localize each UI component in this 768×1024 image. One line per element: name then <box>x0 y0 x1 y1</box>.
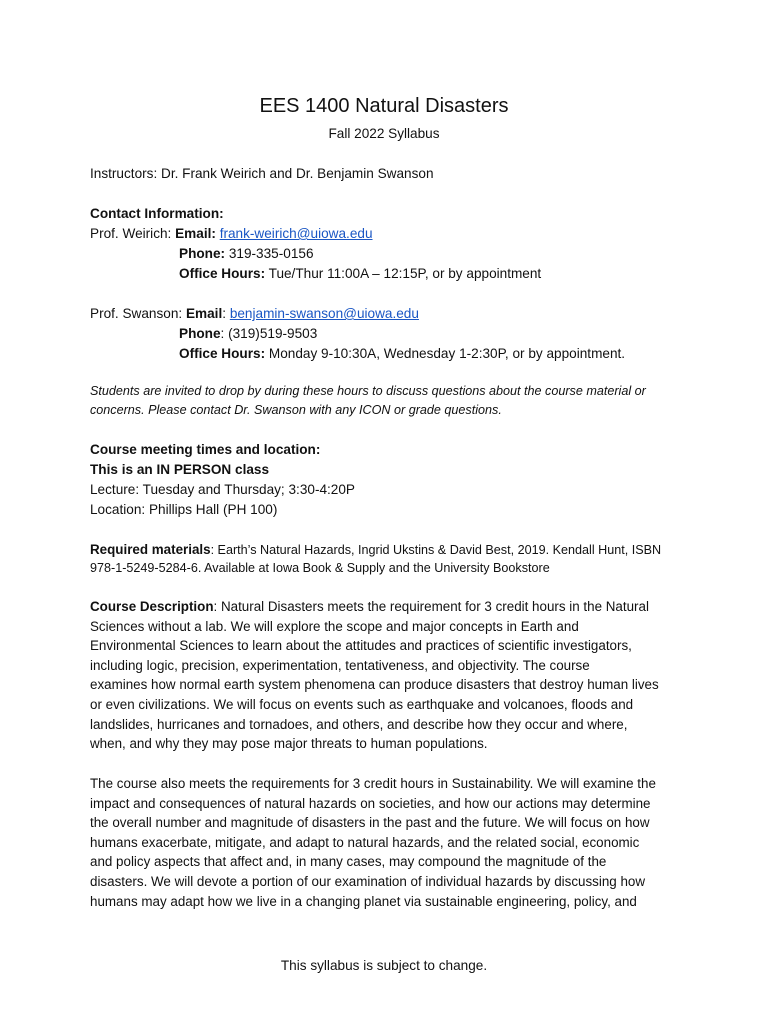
sustainability-line: and policy aspects that affect and, in many cases, may compound the magnitude of the <box>90 854 607 870</box>
sustainability-line: impact and consequences of natural hazards on societies, and how our actions may determine <box>90 795 651 811</box>
meeting-heading: Course meeting times and location: <box>90 442 321 457</box>
weirich-email-label: Email: <box>175 226 216 241</box>
instructors-section <box>90 164 690 184</box>
swanson-hours-line <box>90 344 690 364</box>
sustainability-line: The course also meets the requirements for 3 credit hours in Sustainability. We will examine the <box>90 776 656 791</box>
description-line: when, and why they may pose major threats to human populations. <box>90 736 488 752</box>
note-line-1: Students are invited to drop by during these hours to discuss questions about the course material or <box>90 384 646 398</box>
swanson-phone-line <box>90 324 690 344</box>
description-line: or even civilizations. We will focus on events such as earthquake and volcanoes, floods and <box>90 696 634 712</box>
sustainability-line: the overall number and magnitude of disasters in the past and the future. We will focus on how <box>90 815 650 831</box>
sustainability-line: humans may adapt how we live in a changing planet via sustainable engineering, policy, and <box>90 893 637 909</box>
weirich-phone-label: Phone: <box>179 246 226 261</box>
instructors-line: Instructors: Dr. Frank Weirich and Dr. Benjamin Swanson <box>90 166 434 181</box>
swanson-hours-label: Office Hours: <box>179 346 266 361</box>
page-footer: This syllabus is subject to change. <box>280 958 488 973</box>
office-hours-note <box>90 382 690 420</box>
materials-section <box>90 540 690 578</box>
note-line-2: concerns. Please contact Dr. Swanson with any ICON or grade questions. <box>90 403 502 417</box>
description-line: Sciences without a lab. We will explore the scope and major concepts in Earth and <box>90 618 579 634</box>
swanson-email-colon: : <box>222 306 230 321</box>
description-line: Course Description: Natural Disasters meets the requirement for 3 credit hours in the Natural <box>90 599 649 614</box>
page-title: EES 1400 Natural Disasters <box>259 95 509 117</box>
weirich-hours-label: Office Hours: <box>179 266 266 281</box>
swanson-prefix: Prof. Swanson: <box>90 306 186 321</box>
contact-section <box>90 204 690 284</box>
contact-heading: Contact Information: <box>90 206 224 221</box>
lecture-times: Lecture: Tuesday and Thursday; 3:30-4:20P <box>90 482 355 497</box>
weirich-phone: 319-335-0156 <box>225 246 314 261</box>
description-line: examines how normal earth system phenomena can produce disasters that destroy human lives <box>90 677 659 693</box>
in-person-notice: This is an IN PERSON class <box>90 462 270 477</box>
swanson-email-label: Email <box>185 306 223 321</box>
weirich-hours-line <box>90 264 690 284</box>
swanson-phone: : (319)519-9503 <box>220 326 318 341</box>
course-description <box>90 597 690 754</box>
materials-line-2: 978-1-5249-5284-6. Available at Iowa Book & Supply and the University Bookstore <box>90 561 550 575</box>
page-subtitle: Fall 2022 Syllabus <box>328 126 440 141</box>
description-line: landslides, hurricanes and tornadoes, and others, and describe how they occur and where, <box>90 716 628 732</box>
swanson-phone-label: Phone <box>179 326 221 341</box>
meeting-section <box>90 440 690 520</box>
swanson-hours: Monday 9-10:30A, Wednesday 1-2:30P, or by appointment. <box>265 346 626 361</box>
description-line: including logic, precision, experimentation, tentativeness, and objectivity. The course <box>90 657 590 673</box>
weirich-prefix: Prof. Weirich: <box>90 226 176 241</box>
swanson-email-link[interactable]: benjamin-swanson@uiowa.edu <box>229 306 419 321</box>
swanson-email-line <box>90 304 690 324</box>
materials-line-1 <box>90 540 690 559</box>
description-line: Environmental Sciences to learn about the attitudes and practices of scientific investigators, <box>90 638 632 654</box>
lecture-location: Location: Phillips Hall (PH 100) <box>90 502 278 517</box>
sustainability-line: humans exacerbate, mitigate, and adapt to natural hazards, and the related social, economic <box>90 834 640 850</box>
weirich-phone-line <box>90 244 690 264</box>
weirich-email-link[interactable]: frank-weirich@uiowa.edu <box>219 226 373 241</box>
weirich-hours: Tue/Thur 11:00A – 12:15P, or by appointment <box>265 266 542 281</box>
swanson-contact-section <box>90 304 690 364</box>
materials-label: Required materials <box>90 542 211 557</box>
weirich-email-line <box>90 224 690 244</box>
sustainability-line: disasters. We will devote a portion of our examination of individual hazards by discussing how <box>90 873 646 889</box>
materials-text-1: : Earth’s Natural Hazards, Ingrid Ukstins & David Best, 2019. Kendall Hunt, ISBN <box>210 543 662 557</box>
description-label: Course Description <box>90 599 214 614</box>
sustainability-paragraph <box>90 774 690 911</box>
